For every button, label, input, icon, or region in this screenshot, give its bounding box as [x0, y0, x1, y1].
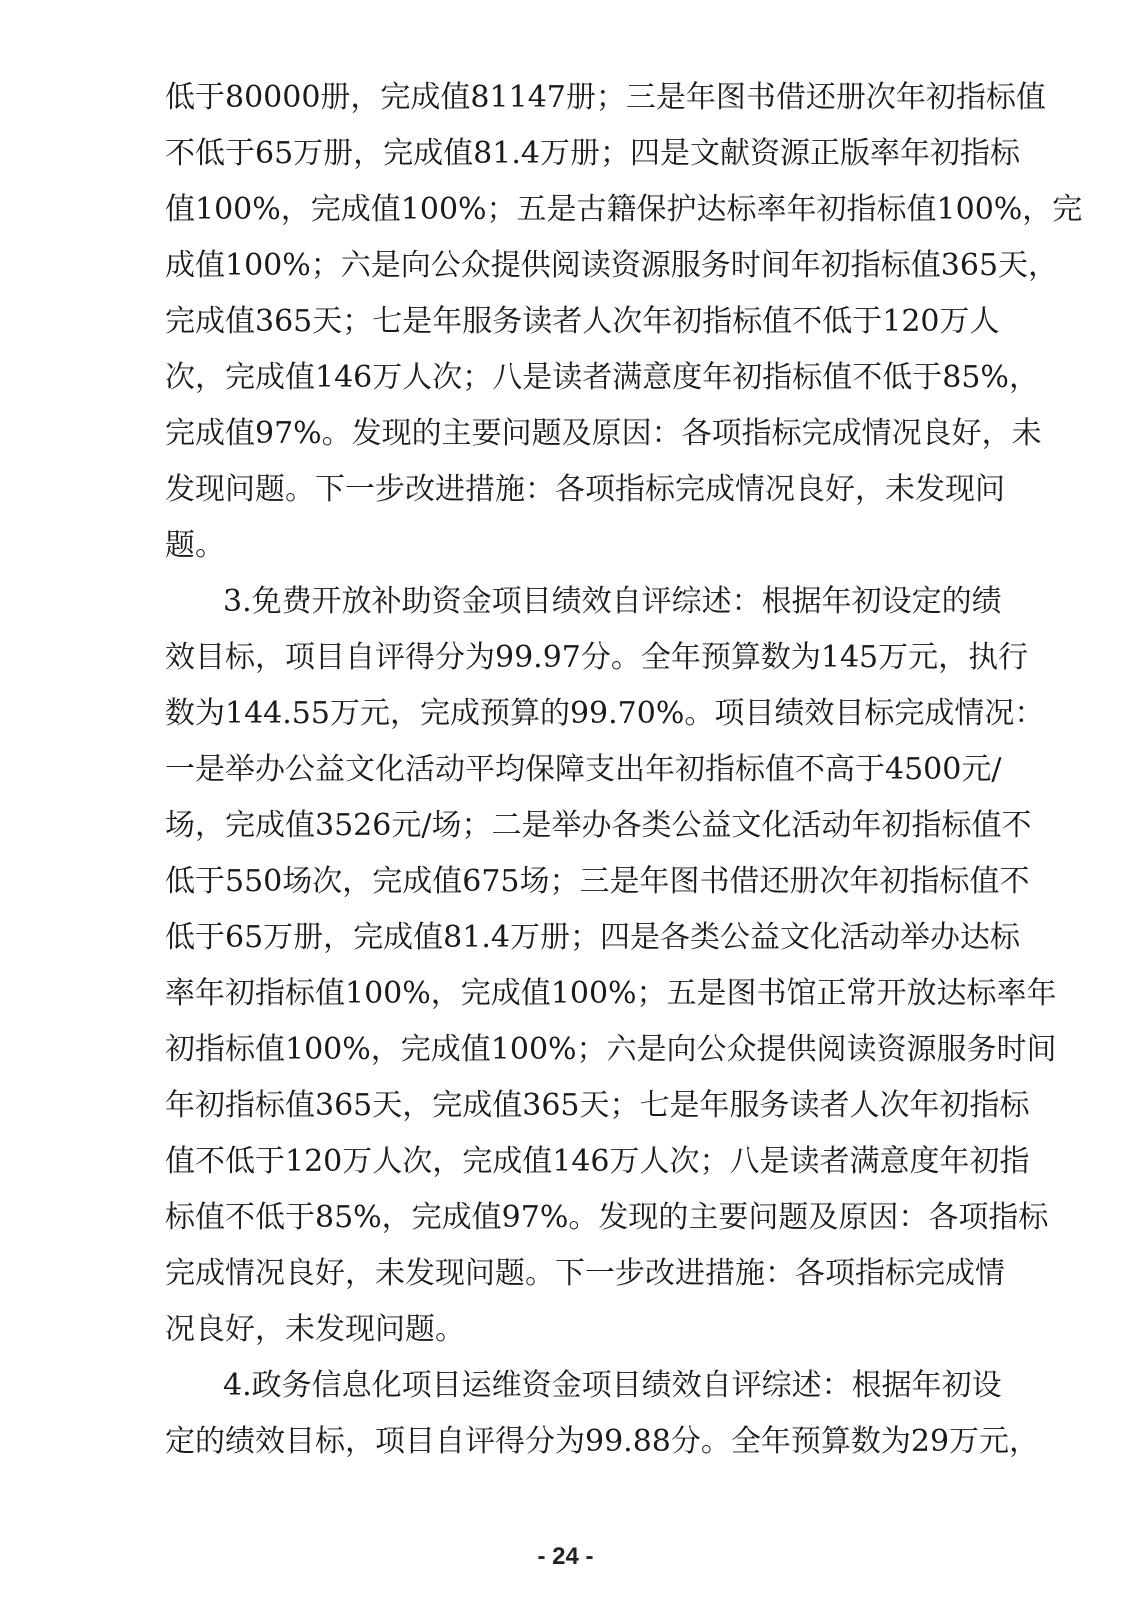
text-line: 标值不低于85%，完成值97%。发现的主要问题及原因：各项指标: [165, 1200, 1049, 1235]
text-line: 数为144.55万元，完成预算的99.70%。项目绩效目标完成情况：: [165, 696, 1045, 731]
text-line: 低于65万册，完成值81.4万册；四是各类公益文化活动举办达标: [165, 920, 1020, 955]
text-line: 初指标值100%，完成值100%；六是向公众提供阅读资源服务时间: [165, 1032, 1057, 1067]
text-line: 一是举办公益文化活动平均保障支出年初指标值不高于4500元/: [165, 752, 1002, 787]
text-line: 况良好，未发现问题。: [165, 1312, 465, 1347]
page-number: - 24 -: [537, 1543, 594, 1570]
text-line: 次，完成值146万人次；八是读者满意度年初指标值不低于85%，: [165, 360, 1039, 395]
text-line: 场，完成值3526元/场；二是举办各类公益文化活动年初指标值不: [165, 808, 1032, 843]
text-line: 值不低于120万人次，完成值146万人次；八是读者满意度年初指: [165, 1144, 1030, 1179]
text-line: 完成值365天；七是年服务读者人次年初指标值不低于120万人: [165, 304, 1000, 339]
text-line: 成值100%；六是向公众提供阅读资源服务时间年初指标值365天，: [165, 248, 1059, 283]
text-line: 完成值97%。发现的主要问题及原因：各项指标完成情况良好，未: [165, 416, 1042, 451]
text-line: 率年初指标值100%，完成值100%；五是图书馆正常开放达标率年: [165, 976, 1057, 1011]
paragraph-3-start: 3.免费开放补助资金项目绩效自评综述：根据年初设定的绩: [223, 584, 1002, 619]
body-text: [165, 70, 1083, 1470]
text-line: 完成情况良好，未发现问题。下一步改进措施：各项指标完成情: [165, 1256, 1005, 1291]
paragraph-4-start: 4.政务信息化项目运维资金项目绩效自评综述：根据年初设: [223, 1368, 1002, 1403]
text-line: 题。: [165, 528, 225, 563]
text-line: 不低于65万册，完成值81.4万册；四是文献资源正版率年初指标: [165, 136, 1020, 171]
text-line: 定的绩效目标，项目自评得分为99.88分。全年预算数为29万元，: [165, 1424, 1040, 1459]
text-line: 低于80000册，完成值81147册；三是年图书借还册次年初指标值: [165, 80, 1046, 115]
text-line: 值100%，完成值100%；五是古籍保护达标率年初指标值100%，完: [165, 192, 1083, 227]
text-line: 年初指标值365天，完成值365天；七是年服务读者人次年初指标: [165, 1088, 1030, 1123]
text-line: 低于550场次，完成值675场；三是年图书借还册次年初指标值不: [165, 864, 1030, 899]
text-line: 效目标，项目自评得分为99.97分。全年预算数为145万元，执行: [165, 640, 1029, 675]
text-line: 发现问题。下一步改进措施：各项指标完成情况良好，未发现问: [165, 472, 1005, 507]
